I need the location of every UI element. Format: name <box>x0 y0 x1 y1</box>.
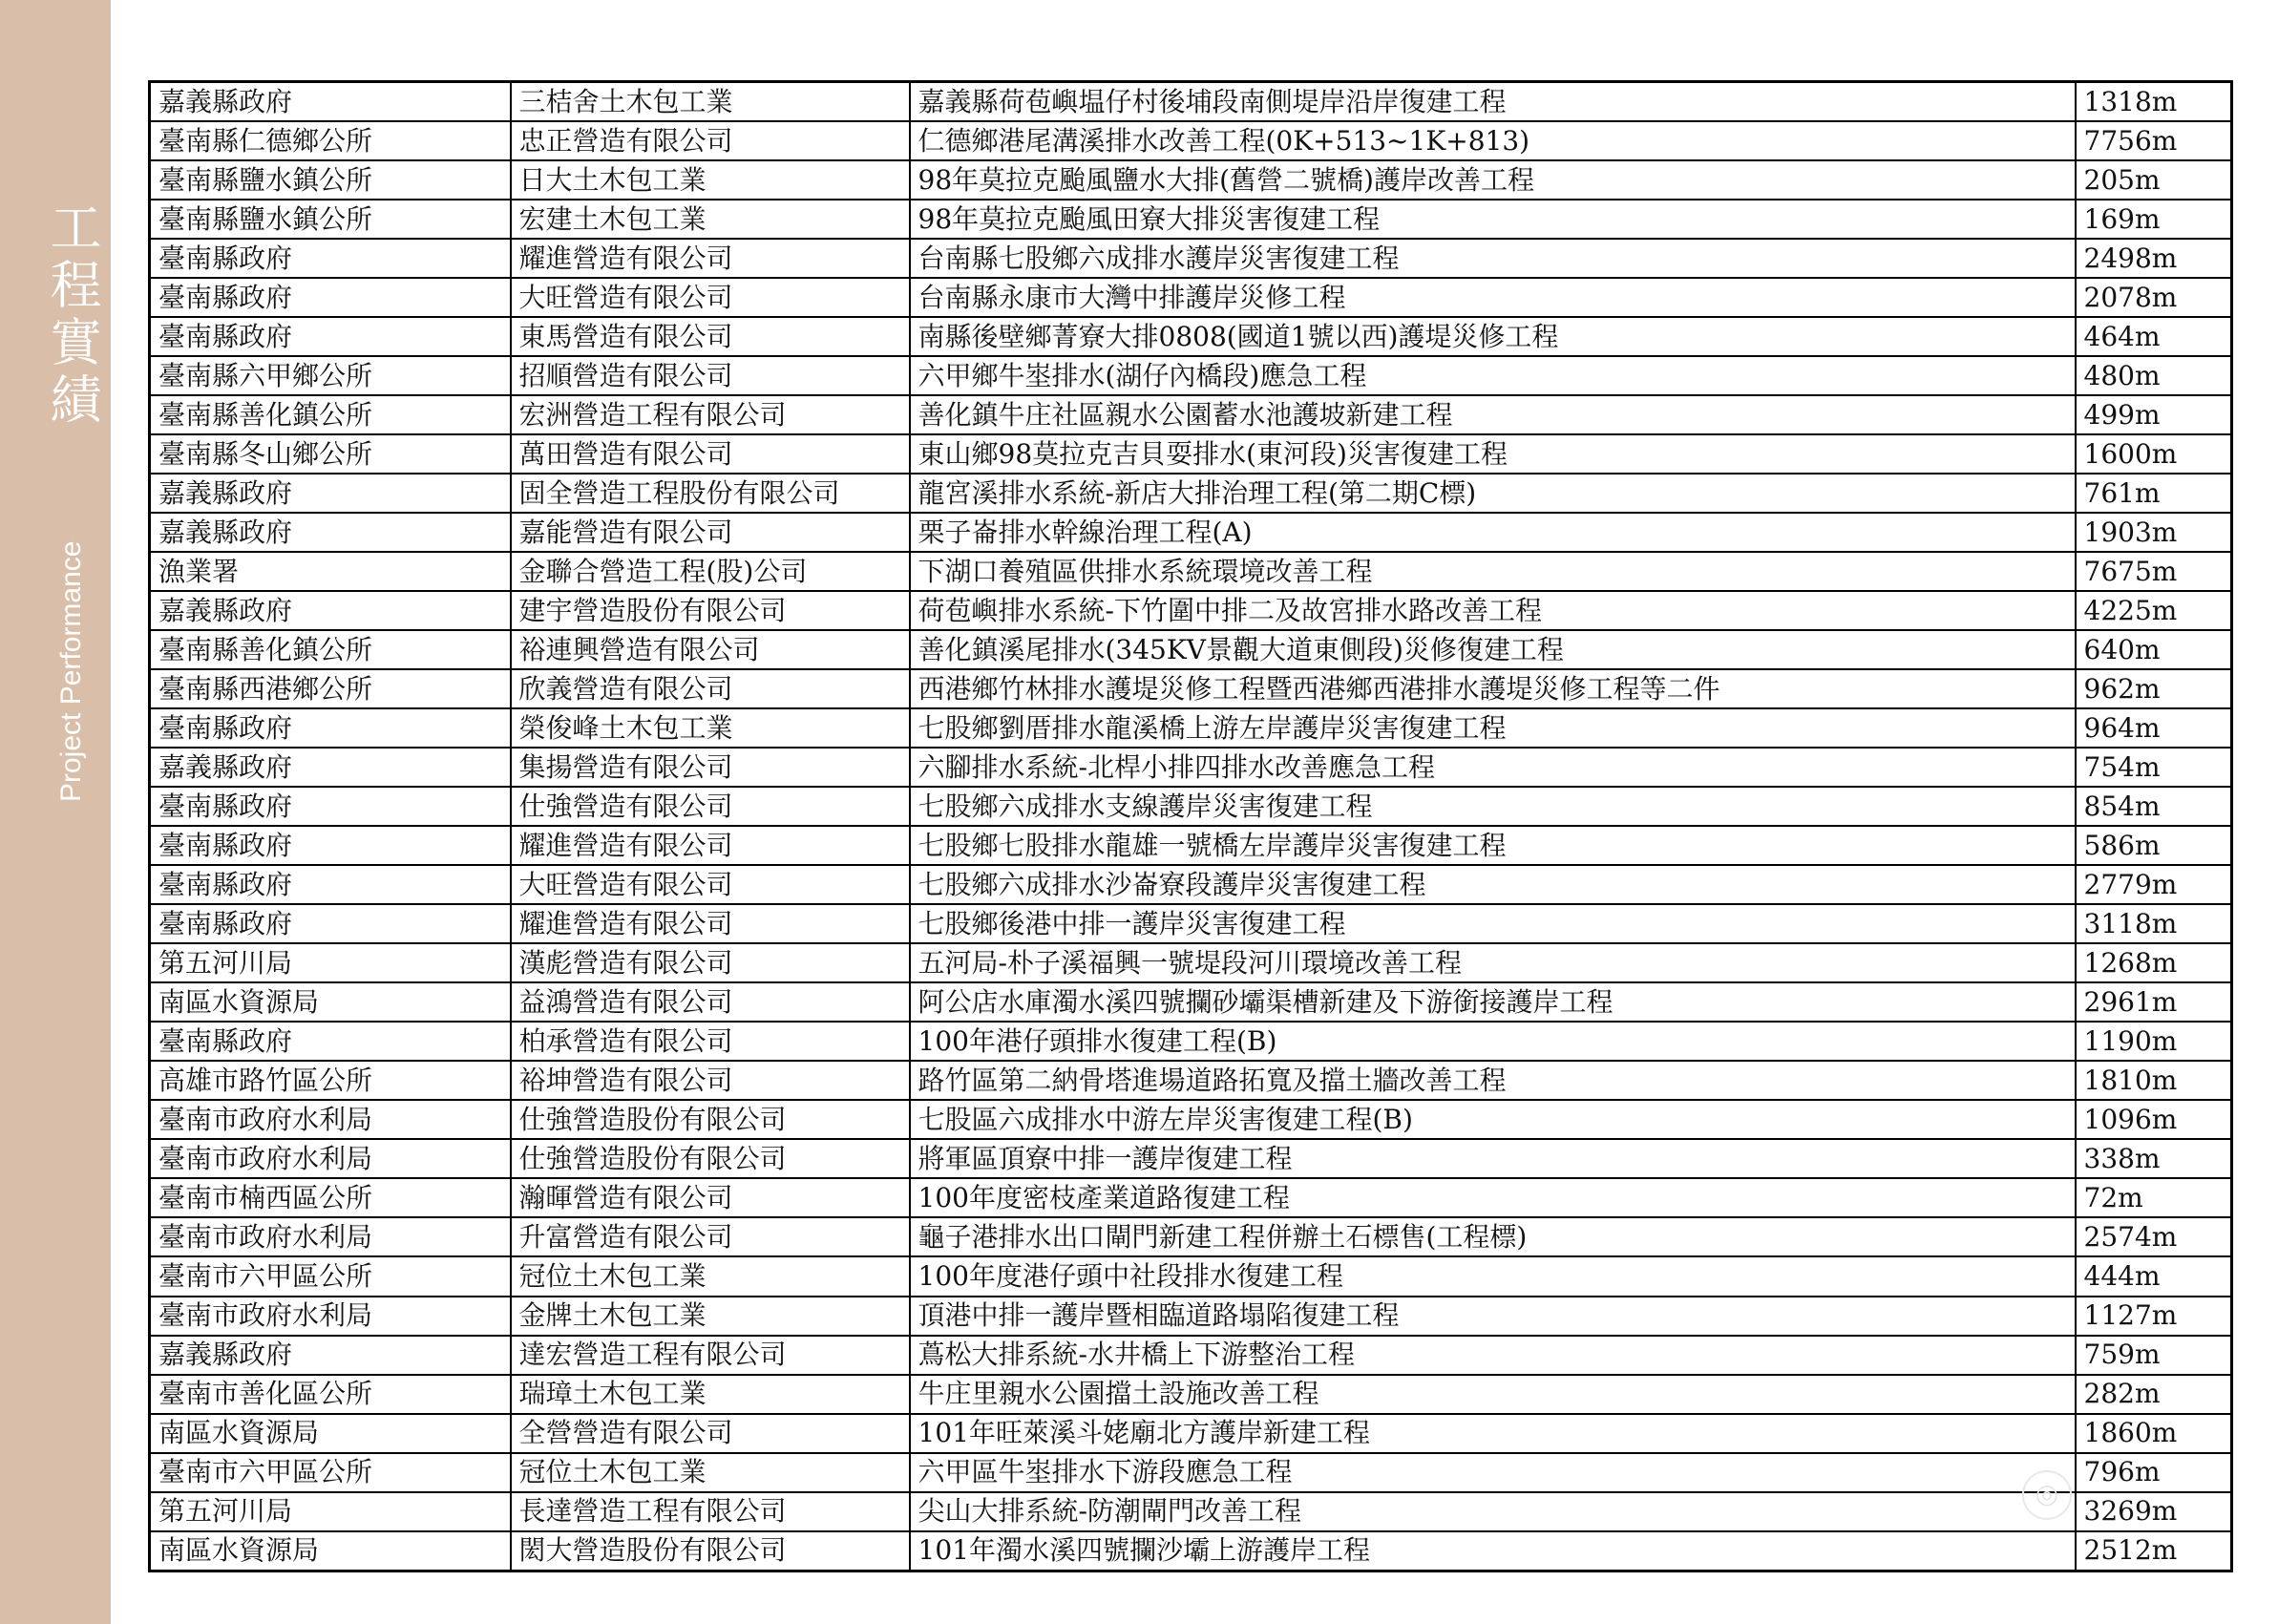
table-row <box>150 1375 2232 1414</box>
project-name-cell: 善化鎮牛庄社區親水公園蓄水池護坡新建工程 <box>910 395 2076 434</box>
project-name-cell: 100年度港仔頭中社段排水復建工程 <box>910 1256 2076 1296</box>
contractor-cell: 冠位土木包工業 <box>511 1256 910 1296</box>
project-name-cell: 阿公店水庫濁水溪四號攔砂壩渠槽新建及下游銜接護岸工程 <box>910 982 2076 1022</box>
contractor-cell: 金聯合營造工程(股)公司 <box>511 552 910 591</box>
owner-cell: 高雄市路竹區公所 <box>150 1061 511 1100</box>
owner-cell: 嘉義縣政府 <box>150 591 511 630</box>
owner-cell: 臺南縣政府 <box>150 787 511 826</box>
contractor-cell: 長達營造工程有限公司 <box>511 1492 910 1531</box>
owner-cell: 臺南縣六甲鄉公所 <box>150 356 511 395</box>
project-name-cell: 七股鄉六成排水支線護岸災害復建工程 <box>910 787 2076 826</box>
length-cell: 7756m <box>2076 121 2232 160</box>
length-cell: 7675m <box>2076 552 2232 591</box>
length-cell: 282m <box>2076 1375 2232 1414</box>
length-cell: 759m <box>2076 1336 2232 1375</box>
table-row <box>150 1061 2232 1100</box>
owner-cell: 臺南市政府水利局 <box>150 1217 511 1256</box>
contractor-cell: 全營營造有限公司 <box>511 1414 910 1453</box>
contractor-cell: 瑞璋土木包工業 <box>511 1375 910 1414</box>
owner-cell: 臺南縣政府 <box>150 278 511 317</box>
table-row <box>150 552 2232 591</box>
length-cell: 1600m <box>2076 434 2232 474</box>
project-name-cell: 下湖口養殖區供排水系統環境改善工程 <box>910 552 2076 591</box>
length-cell: 205m <box>2076 160 2232 200</box>
contractor-cell: 三桔舍土木包工業 <box>511 82 910 122</box>
owner-cell: 臺南縣政府 <box>150 826 511 865</box>
project-name-cell: 栗子崙排水幹線治理工程(A) <box>910 513 2076 552</box>
owner-cell: 臺南縣政府 <box>150 239 511 278</box>
owner-cell: 漁業署 <box>150 552 511 591</box>
project-name-cell: 七股鄉後港中排一護岸災害復建工程 <box>910 904 2076 943</box>
owner-cell: 嘉義縣政府 <box>150 1336 511 1375</box>
contractor-cell: 宏建土木包工業 <box>511 200 910 239</box>
contractor-cell: 閎大營造股份有限公司 <box>511 1531 910 1571</box>
contractor-cell: 冠位土木包工業 <box>511 1453 910 1492</box>
table-row <box>150 748 2232 787</box>
length-cell: 1903m <box>2076 513 2232 552</box>
length-cell: 2961m <box>2076 982 2232 1022</box>
owner-cell: 臺南縣仁德鄉公所 <box>150 121 511 160</box>
length-cell: 1268m <box>2076 943 2232 982</box>
project-name-cell: 七股鄉六成排水沙崙寮段護岸災害復建工程 <box>910 865 2076 904</box>
length-cell: 1860m <box>2076 1414 2232 1453</box>
project-name-cell: 龍宮溪排水系統-新店大排治理工程(第二期C標) <box>910 474 2076 513</box>
table-row <box>150 1100 2232 1139</box>
contractor-cell: 大旺營造有限公司 <box>511 278 910 317</box>
table-row <box>150 669 2232 708</box>
table-row <box>150 160 2232 200</box>
project-name-cell: 荷苞嶼排水系統-下竹圍中排二及故宮排水路改善工程 <box>910 591 2076 630</box>
project-name-cell: 六甲區牛埊排水下游段應急工程 <box>910 1453 2076 1492</box>
contractor-cell: 欣義營造有限公司 <box>511 669 910 708</box>
table-row <box>150 121 2232 160</box>
section-subtitle: Project Performance <box>55 540 87 802</box>
contractor-cell: 萬田營造有限公司 <box>511 434 910 474</box>
contractor-cell: 裕坤營造有限公司 <box>511 1061 910 1100</box>
owner-cell: 第五河川局 <box>150 1492 511 1531</box>
owner-cell: 臺南縣善化鎮公所 <box>150 630 511 669</box>
owner-cell: 臺南縣政府 <box>150 865 511 904</box>
owner-cell: 臺南縣政府 <box>150 317 511 356</box>
project-name-cell: 龜子港排水出口閘門新建工程併辦土石標售(工程標) <box>910 1217 2076 1256</box>
project-name-cell: 善化鎮溪尾排水(345KV景觀大道東側段)災修復建工程 <box>910 630 2076 669</box>
owner-cell: 嘉義縣政府 <box>150 748 511 787</box>
table-row <box>150 826 2232 865</box>
project-name-cell: 七股區六成排水中游左岸災害復建工程(B) <box>910 1100 2076 1139</box>
contractor-cell: 仕強營造股份有限公司 <box>511 1139 910 1178</box>
owner-cell: 南區水資源局 <box>150 1414 511 1453</box>
owner-cell: 臺南縣政府 <box>150 708 511 748</box>
contractor-cell: 漢彪營造有限公司 <box>511 943 910 982</box>
length-cell: 338m <box>2076 1139 2232 1178</box>
length-cell: 2574m <box>2076 1217 2232 1256</box>
section-title: 工程實績 <box>42 200 102 430</box>
project-name-cell: 西港鄉竹林排水護堤災修工程暨西港鄉西港排水護堤災修工程等二件 <box>910 669 2076 708</box>
contractor-cell: 嘉能營造有限公司 <box>511 513 910 552</box>
owner-cell: 臺南市楠西區公所 <box>150 1178 511 1217</box>
table-row <box>150 591 2232 630</box>
project-name-cell: 六腳排水系統-北桿小排四排水改善應急工程 <box>910 748 2076 787</box>
length-cell: 1810m <box>2076 1061 2232 1100</box>
contractor-cell: 榮俊峰土木包工業 <box>511 708 910 748</box>
table-row <box>150 1217 2232 1256</box>
table-row <box>150 356 2232 395</box>
project-name-cell: 台南縣七股鄉六成排水護岸災害復建工程 <box>910 239 2076 278</box>
owner-cell: 嘉義縣政府 <box>150 513 511 552</box>
project-records-table <box>148 80 2233 1572</box>
contractor-cell: 達宏營造工程有限公司 <box>511 1336 910 1375</box>
project-name-cell: 蔦松大排系統-水井橋上下游整治工程 <box>910 1336 2076 1375</box>
table-row <box>150 1139 2232 1178</box>
table-row <box>150 239 2232 278</box>
owner-cell: 嘉義縣政府 <box>150 474 511 513</box>
project-name-cell: 98年莫拉克颱風田寮大排災害復建工程 <box>910 200 2076 239</box>
length-cell: 854m <box>2076 787 2232 826</box>
project-name-cell: 嘉義縣荷苞嶼塭仔村後埔段南側堤岸沿岸復建工程 <box>910 82 2076 122</box>
table-row <box>150 434 2232 474</box>
length-cell: 3269m <box>2076 1492 2232 1531</box>
table-row <box>150 865 2232 904</box>
project-name-cell: 101年濁水溪四號攔沙壩上游護岸工程 <box>910 1531 2076 1571</box>
length-cell: 169m <box>2076 200 2232 239</box>
contractor-cell: 耀進營造有限公司 <box>511 904 910 943</box>
project-name-cell: 100年港仔頭排水復建工程(B) <box>910 1022 2076 1061</box>
contractor-cell: 日大土木包工業 <box>511 160 910 200</box>
table-row <box>150 1414 2232 1453</box>
contractor-cell: 金牌土木包工業 <box>511 1297 910 1336</box>
project-name-cell: 101年旺萊溪斗姥廟北方護岸新建工程 <box>910 1414 2076 1453</box>
length-cell: 761m <box>2076 474 2232 513</box>
contractor-cell: 宏洲營造工程有限公司 <box>511 395 910 434</box>
project-name-cell: 頂港中排一護岸暨相臨道路塌陷復建工程 <box>910 1297 2076 1336</box>
contractor-cell: 東馬營造有限公司 <box>511 317 910 356</box>
project-name-cell: 100年度密枝產業道路復建工程 <box>910 1178 2076 1217</box>
table-row <box>150 1297 2232 1336</box>
project-name-cell: 東山鄉98莫拉克吉貝耍排水(東河段)災害復建工程 <box>910 434 2076 474</box>
owner-cell: 嘉義縣政府 <box>150 82 511 122</box>
contractor-cell: 大旺營造有限公司 <box>511 865 910 904</box>
project-name-cell: 七股鄉七股排水龍雄一號橋左岸護岸災害復建工程 <box>910 826 2076 865</box>
owner-cell: 臺南市善化區公所 <box>150 1375 511 1414</box>
owner-cell: 臺南縣政府 <box>150 1022 511 1061</box>
length-cell: 444m <box>2076 1256 2232 1296</box>
table-body <box>150 82 2232 1571</box>
project-name-cell: 將軍區頂寮中排一護岸復建工程 <box>910 1139 2076 1178</box>
owner-cell: 臺南市政府水利局 <box>150 1139 511 1178</box>
table-row <box>150 317 2232 356</box>
length-cell: 586m <box>2076 826 2232 865</box>
length-cell: 2078m <box>2076 278 2232 317</box>
table-row <box>150 395 2232 434</box>
length-cell: 754m <box>2076 748 2232 787</box>
contractor-cell: 招順營造有限公司 <box>511 356 910 395</box>
owner-cell: 臺南縣政府 <box>150 904 511 943</box>
table-row <box>150 82 2232 122</box>
owner-cell: 臺南市政府水利局 <box>150 1297 511 1336</box>
length-cell: 1190m <box>2076 1022 2232 1061</box>
length-cell: 2498m <box>2076 239 2232 278</box>
owner-cell: 第五河川局 <box>150 943 511 982</box>
project-name-cell: 六甲鄉牛埊排水(湖仔內橋段)應急工程 <box>910 356 2076 395</box>
length-cell: 72m <box>2076 1178 2232 1217</box>
contractor-cell: 耀進營造有限公司 <box>511 826 910 865</box>
length-cell: 480m <box>2076 356 2232 395</box>
table-row <box>150 513 2232 552</box>
contractor-cell: 升富營造有限公司 <box>511 1217 910 1256</box>
length-cell: 640m <box>2076 630 2232 669</box>
owner-cell: 臺南縣鹽水鎮公所 <box>150 200 511 239</box>
table-row <box>150 1256 2232 1296</box>
owner-cell: 臺南縣冬山鄉公所 <box>150 434 511 474</box>
contractor-cell: 耀進營造有限公司 <box>511 239 910 278</box>
length-cell: 1096m <box>2076 1100 2232 1139</box>
project-name-cell: 七股鄉劉厝排水龍溪橋上游左岸護岸災害復建工程 <box>910 708 2076 748</box>
table-row <box>150 708 2232 748</box>
length-cell: 1318m <box>2076 82 2232 122</box>
length-cell: 4225m <box>2076 591 2232 630</box>
table-row <box>150 1492 2232 1531</box>
table-row <box>150 278 2232 317</box>
table-row <box>150 1022 2232 1061</box>
project-name-cell: 路竹區第二納骨塔進場道路拓寬及擋土牆改善工程 <box>910 1061 2076 1100</box>
table-row <box>150 982 2232 1022</box>
project-name-cell: 仁德鄉港尾溝溪排水改善工程(0K+513~1K+813) <box>910 121 2076 160</box>
contractor-cell: 仕強營造有限公司 <box>511 787 910 826</box>
table-row <box>150 630 2232 669</box>
project-name-cell: 98年莫拉克颱風鹽水大排(舊營二號橋)護岸改善工程 <box>910 160 2076 200</box>
contractor-cell: 忠正營造有限公司 <box>511 121 910 160</box>
table-row <box>150 1336 2232 1375</box>
contractor-cell: 裕連興營造有限公司 <box>511 630 910 669</box>
length-cell: 464m <box>2076 317 2232 356</box>
owner-cell: 臺南縣鹽水鎮公所 <box>150 160 511 200</box>
project-name-cell: 牛庄里親水公園擋土設施改善工程 <box>910 1375 2076 1414</box>
project-name-cell: 南縣後壁鄉菁寮大排0808(國道1號以西)護堤災修工程 <box>910 317 2076 356</box>
project-name-cell: 台南縣永康市大灣中排護岸災修工程 <box>910 278 2076 317</box>
project-name-cell: 五河局-朴子溪福興一號堤段河川環境改善工程 <box>910 943 2076 982</box>
owner-cell: 臺南縣善化鎮公所 <box>150 395 511 434</box>
contractor-cell: 仕強營造股份有限公司 <box>511 1100 910 1139</box>
length-cell: 3118m <box>2076 904 2232 943</box>
owner-cell: 南區水資源局 <box>150 1531 511 1571</box>
contractor-cell: 益鴻營造有限公司 <box>511 982 910 1022</box>
contractor-cell: 建宇營造股份有限公司 <box>511 591 910 630</box>
length-cell: 962m <box>2076 669 2232 708</box>
length-cell: 2779m <box>2076 865 2232 904</box>
contractor-cell: 固全營造工程股份有限公司 <box>511 474 910 513</box>
project-name-cell: 尖山大排系統-防潮閘門改善工程 <box>910 1492 2076 1531</box>
contractor-cell: 瀚暉營造有限公司 <box>511 1178 910 1217</box>
length-cell: 2512m <box>2076 1531 2232 1571</box>
owner-cell: 臺南縣西港鄉公所 <box>150 669 511 708</box>
table-row <box>150 1178 2232 1217</box>
length-cell: 1127m <box>2076 1297 2232 1336</box>
sidebar-band <box>0 0 111 1624</box>
table-row <box>150 943 2232 982</box>
contractor-cell: 集揚營造有限公司 <box>511 748 910 787</box>
table-row <box>150 1453 2232 1492</box>
table-row <box>150 200 2232 239</box>
contractor-cell: 柏承營造有限公司 <box>511 1022 910 1061</box>
owner-cell: 臺南市六甲區公所 <box>150 1453 511 1492</box>
owner-cell: 南區水資源局 <box>150 982 511 1022</box>
owner-cell: 臺南市政府水利局 <box>150 1100 511 1139</box>
table-row <box>150 904 2232 943</box>
length-cell: 964m <box>2076 708 2232 748</box>
table-row <box>150 474 2232 513</box>
watermark-logo: ◎ <box>2022 1470 2072 1520</box>
length-cell: 796m <box>2076 1453 2232 1492</box>
table-row <box>150 1531 2232 1571</box>
table-row <box>150 787 2232 826</box>
length-cell: 499m <box>2076 395 2232 434</box>
owner-cell: 臺南市六甲區公所 <box>150 1256 511 1296</box>
